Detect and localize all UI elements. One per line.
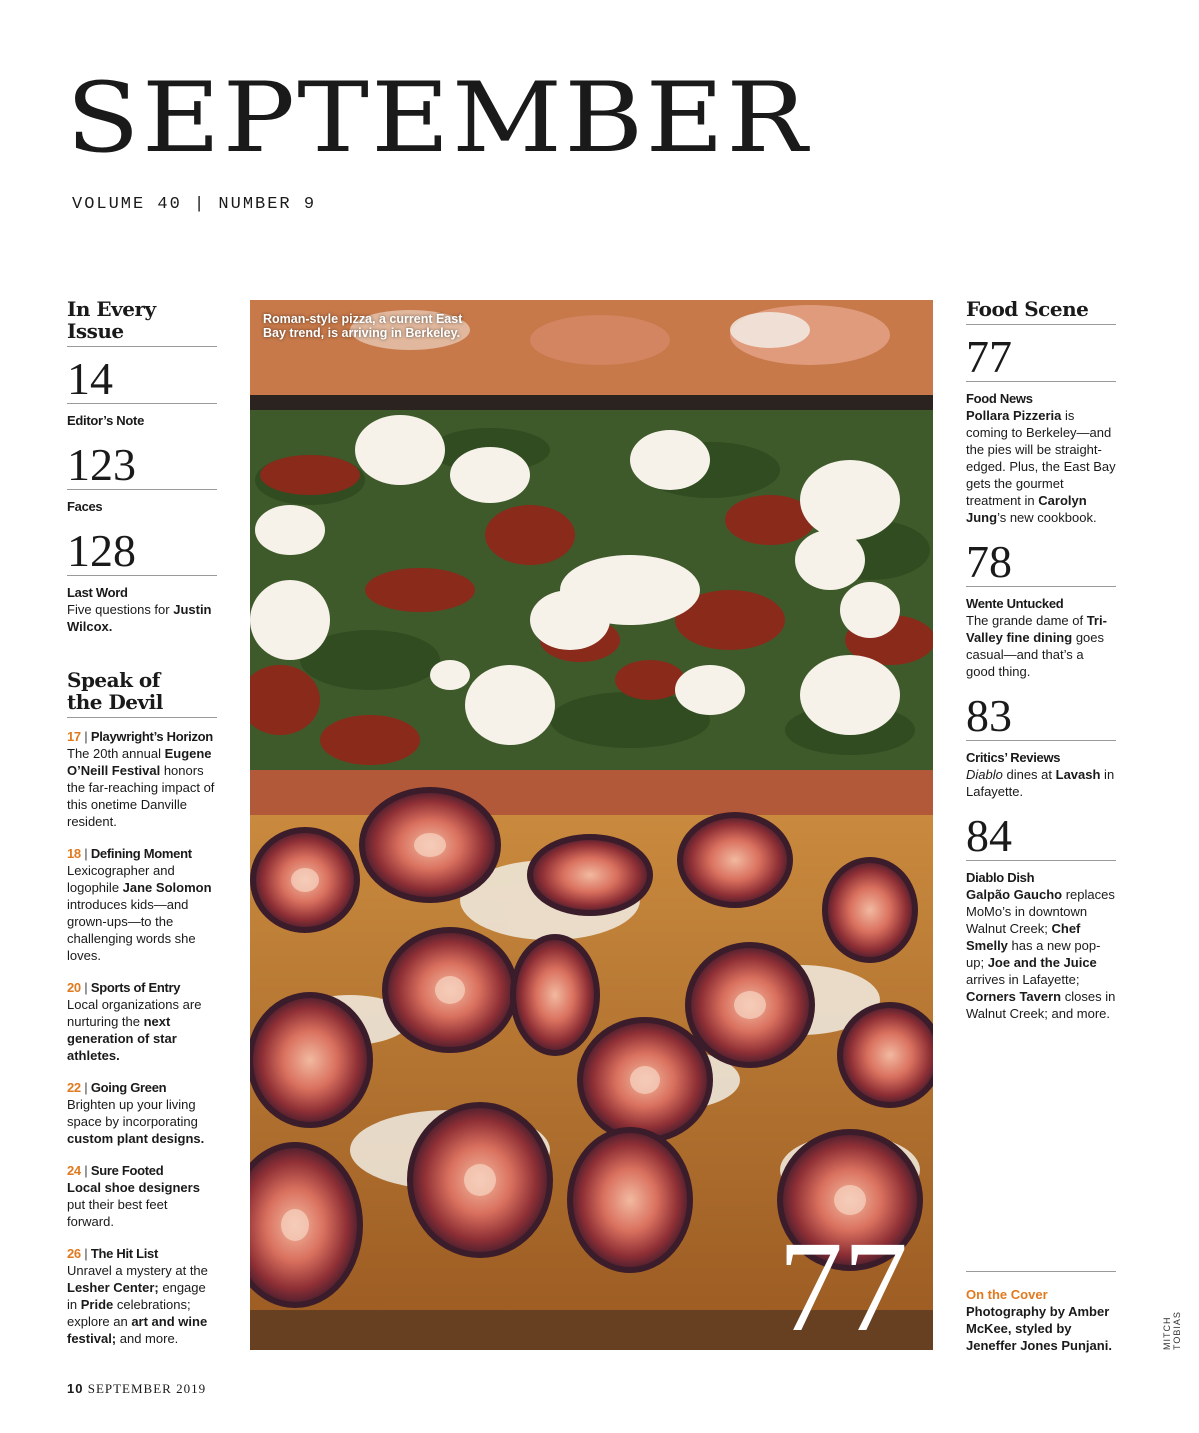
entry-title: Food News bbox=[966, 391, 1033, 406]
devil-entry-description bbox=[67, 1096, 217, 1147]
devil-entry-page: 24 bbox=[67, 1163, 81, 1178]
on-the-cover-credit: Photography by Amber McKee, styled by Jeneffer Jones Punjani. bbox=[966, 1304, 1112, 1353]
entry-page-number: 83 bbox=[966, 694, 1116, 741]
devil-entry-page: 22 bbox=[67, 1080, 81, 1095]
devil-entry bbox=[67, 728, 217, 830]
entry-text-run: The 20th annual bbox=[67, 746, 165, 761]
devil-entry-title: Playwright’s Horizon bbox=[90, 729, 213, 744]
devil-entry-head bbox=[67, 1162, 217, 1179]
entry-text-run: introduces kids—and grown-ups—to the challenging words she loves. bbox=[67, 897, 196, 963]
speak-of-the-devil-list bbox=[67, 728, 217, 1347]
devil-entry-description bbox=[67, 1262, 217, 1347]
entry-text-run: Lavash bbox=[1055, 767, 1101, 782]
entry-text-run: Lexicographer and logophile bbox=[67, 863, 175, 895]
entry-text-run: Diablo bbox=[966, 767, 1003, 782]
photo-caption: Roman-style pizza, a current East Bay trend, is arriving in Berkeley. bbox=[263, 312, 463, 340]
entry-text-run: Lesher Center; bbox=[67, 1280, 159, 1295]
devil-entry-head bbox=[67, 845, 217, 862]
food-scene-entry bbox=[966, 690, 1116, 800]
entry-title: Wente Untucked bbox=[966, 596, 1064, 611]
folio-page-number: 10 bbox=[67, 1381, 84, 1396]
devil-entry-head bbox=[67, 1079, 217, 1096]
entry-text-run: Pride bbox=[80, 1297, 114, 1312]
page-footer bbox=[67, 1381, 206, 1397]
every-issue-list bbox=[67, 353, 217, 635]
entry-title: Critics’ Reviews bbox=[966, 750, 1061, 765]
devil-entry-description bbox=[67, 862, 217, 964]
devil-entry-description bbox=[67, 996, 217, 1064]
devil-entry-separator: | bbox=[80, 1163, 91, 1178]
entry-text-run: Chef Smelly bbox=[966, 921, 1081, 953]
devil-entry-title: Sure Footed bbox=[90, 1163, 164, 1178]
devil-entry bbox=[67, 979, 217, 1064]
every-issue-entry bbox=[67, 525, 217, 635]
entry-title: Editor’s Note bbox=[67, 413, 144, 428]
entry-text-run: Unravel a mystery at the bbox=[67, 1263, 208, 1278]
devil-entry-page: 17 bbox=[67, 729, 81, 744]
devil-entry-page: 18 bbox=[67, 846, 81, 861]
entry-text-run: Justin Wilcox. bbox=[67, 602, 212, 634]
devil-entry-head bbox=[67, 728, 217, 745]
entry-text-run: has a new pop-up; bbox=[966, 938, 1101, 970]
devil-entry bbox=[67, 845, 217, 964]
devil-entry-title: Going Green bbox=[90, 1080, 167, 1095]
entry-text-run: ’s new cookbook. bbox=[997, 510, 1097, 525]
devil-entry-description bbox=[67, 745, 217, 830]
entry-title: Last Word bbox=[67, 585, 128, 600]
entry-text-run: Tri-Valley fine dining bbox=[966, 613, 1107, 645]
devil-entry-page: 26 bbox=[67, 1246, 81, 1261]
every-issue-entry bbox=[67, 353, 217, 429]
entry-text-run: Pollara Pizzeria bbox=[966, 408, 1062, 423]
devil-entry-separator: | bbox=[80, 1246, 91, 1261]
food-scene-heading: Food Scene bbox=[966, 298, 1116, 325]
volume-number: VOLUME 40 | NUMBER 9 bbox=[72, 195, 317, 214]
in-every-issue-heading: In Every Issue bbox=[67, 298, 217, 347]
entry-text-run: in Lafayette. bbox=[966, 767, 1115, 799]
devil-entry-head bbox=[67, 1245, 217, 1262]
every-issue-entry bbox=[67, 439, 217, 515]
entry-text-run: Local shoe designers bbox=[67, 1180, 200, 1195]
right-column bbox=[966, 298, 1116, 1036]
food-scene-entry bbox=[966, 536, 1116, 680]
entry-text-run: custom plant designs. bbox=[67, 1131, 205, 1146]
entry-page-number: 128 bbox=[67, 529, 217, 576]
devil-entry-page: 20 bbox=[67, 980, 81, 995]
entry-text-run: goes casual—and that’s a good thing. bbox=[966, 630, 1105, 679]
devil-entry-separator: | bbox=[80, 1080, 91, 1095]
on-the-cover-box bbox=[966, 1271, 1116, 1354]
entry-text-run: Local organizations are nurturing the bbox=[67, 997, 202, 1029]
entry-text-run: replaces MoMo’s in downtown Walnut Creek; bbox=[966, 887, 1115, 936]
devil-entry-title: Defining Moment bbox=[90, 846, 192, 861]
entry-text-run: arrives in Lafayette; bbox=[966, 972, 1080, 987]
devil-entry-description bbox=[67, 1179, 217, 1230]
devil-entry bbox=[67, 1162, 217, 1230]
devil-entry-title: Sports of Entry bbox=[90, 980, 181, 995]
entry-text-run: closes in Walnut Creek; and more. bbox=[966, 989, 1116, 1021]
entry-text-run: art and wine festival; bbox=[67, 1314, 208, 1346]
entry-page-number: 84 bbox=[966, 814, 1116, 861]
entry-page-number: 77 bbox=[966, 335, 1116, 382]
entry-text-run: Brighten up your living space by incorporating bbox=[67, 1097, 198, 1129]
entry-text-run: Carolyn Jung bbox=[966, 493, 1087, 525]
entry-page-number: 14 bbox=[67, 357, 217, 404]
entry-page-number: 123 bbox=[67, 443, 217, 490]
food-scene-list bbox=[966, 331, 1116, 1022]
entry-text-run: Jane Solomon bbox=[122, 880, 212, 895]
speak-of-the-devil-heading bbox=[67, 669, 217, 718]
food-scene-entry bbox=[966, 810, 1116, 1022]
entry-description bbox=[67, 601, 217, 635]
entry-text-run: and more. bbox=[116, 1331, 179, 1346]
photo-credit: MITCH TOBIAS bbox=[1162, 1311, 1182, 1350]
magazine-month-title: SEPTEMBER bbox=[66, 62, 810, 174]
food-scene-entry bbox=[966, 331, 1116, 526]
entry-description bbox=[966, 766, 1116, 800]
entry-text-run: next generation of star athletes. bbox=[67, 1014, 177, 1063]
cover-photo-pizza bbox=[250, 300, 933, 1359]
devil-entry-title: The Hit List bbox=[90, 1246, 159, 1261]
entry-text-run: Joe and the Juice bbox=[987, 955, 1097, 970]
devil-heading-line-1: Speak of bbox=[67, 668, 160, 692]
entry-text-run: Five questions for bbox=[67, 602, 174, 617]
left-column bbox=[67, 298, 217, 1362]
entry-text-run: The grande dame of bbox=[966, 613, 1087, 628]
entry-description bbox=[966, 886, 1116, 1022]
entry-text-run: is coming to Berkeley—and the pies will be straight-edged. Plus, the East Bay gets the gourmet treatment in bbox=[966, 408, 1116, 508]
entry-text-run: Corners Tavern bbox=[966, 989, 1062, 1004]
entry-text-run: engage in bbox=[67, 1280, 206, 1312]
entry-text-run: Eugene O’Neill Festival bbox=[67, 746, 212, 778]
devil-entry-separator: | bbox=[80, 980, 91, 995]
entry-description bbox=[966, 612, 1116, 680]
entry-page-number: 78 bbox=[966, 540, 1116, 587]
devil-entry-head bbox=[67, 979, 217, 996]
entry-text-run: Galpão Gaucho bbox=[966, 887, 1063, 902]
devil-entry bbox=[67, 1079, 217, 1147]
entry-text-run: dines at bbox=[1002, 767, 1056, 782]
devil-entry-separator: | bbox=[80, 846, 91, 861]
entry-title: Diablo Dish bbox=[966, 870, 1035, 885]
photo-page-number: 77 bbox=[778, 1215, 908, 1359]
devil-entry bbox=[67, 1245, 217, 1347]
devil-entry-separator: | bbox=[80, 729, 91, 744]
devil-heading-line-2: the Devil bbox=[67, 690, 163, 714]
entry-description bbox=[966, 407, 1116, 526]
folio-issue: SEPTEMBER 2019 bbox=[87, 1381, 207, 1396]
entry-text-run: put their best feet forward. bbox=[67, 1197, 168, 1229]
pizza-illustration bbox=[250, 300, 933, 1359]
entry-text-run: honors the far-reaching impact of this onetime Danville resident. bbox=[67, 763, 215, 829]
entry-title: Faces bbox=[67, 499, 103, 514]
entry-text-run: celebrations; explore an bbox=[67, 1297, 191, 1329]
on-the-cover-label: On the Cover bbox=[966, 1287, 1048, 1302]
